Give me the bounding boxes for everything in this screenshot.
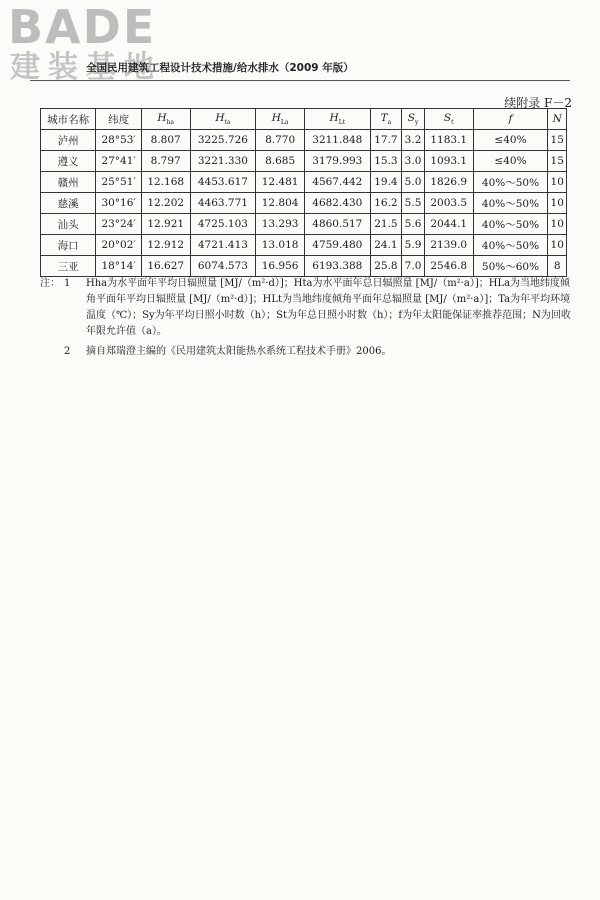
cell-hla: 12.481 bbox=[256, 172, 305, 193]
cell-hla: 16.956 bbox=[256, 256, 305, 277]
cell-city: 三亚 bbox=[41, 256, 96, 277]
cell-hha: 8.807 bbox=[141, 130, 190, 151]
cell-n: 10 bbox=[548, 172, 567, 193]
table-row bbox=[41, 235, 567, 256]
col-header-city: 城市名称 bbox=[41, 109, 96, 130]
cell-hlt: 4860.517 bbox=[304, 214, 370, 235]
table-row bbox=[41, 193, 567, 214]
cell-st: 1093.1 bbox=[424, 151, 473, 172]
cell-n: 15 bbox=[548, 151, 567, 172]
cell-ta: 19.4 bbox=[370, 172, 401, 193]
col-header-hta: $H_{ta}$ bbox=[190, 109, 256, 130]
cell-hta: 3221.330 bbox=[190, 151, 256, 172]
cell-n: 10 bbox=[548, 235, 567, 256]
cell-lat: 25°51′ bbox=[96, 172, 142, 193]
cell-lat: 18°14′ bbox=[96, 256, 142, 277]
publisher-logo bbox=[8, 2, 248, 90]
table-row bbox=[41, 256, 567, 277]
note-item bbox=[40, 276, 572, 340]
cell-f: 40%～50% bbox=[473, 172, 548, 193]
cell-f: 40%～50% bbox=[473, 235, 548, 256]
logo-wordmark: BADE bbox=[8, 0, 157, 54]
cell-f: ≤40% bbox=[473, 151, 548, 172]
cell-city: 汕头 bbox=[41, 214, 96, 235]
cell-hha: 12.912 bbox=[141, 235, 190, 256]
cell-hha: 12.168 bbox=[141, 172, 190, 193]
cell-hlt: 4567.442 bbox=[304, 172, 370, 193]
cell-ta: 25.8 bbox=[370, 256, 401, 277]
cell-hla: 13.293 bbox=[256, 214, 305, 235]
cell-lat: 30°16′ bbox=[96, 193, 142, 214]
cell-st: 1183.1 bbox=[424, 130, 473, 151]
cell-sy: 7.0 bbox=[402, 256, 425, 277]
cell-sy: 5.6 bbox=[402, 214, 425, 235]
logo-chinese-wordmark: 建装基地 bbox=[10, 50, 162, 85]
cell-ta: 17.7 bbox=[370, 130, 401, 151]
col-header-ta: $T_a$ bbox=[370, 109, 401, 130]
cell-n: 8 bbox=[548, 256, 567, 277]
cell-hta: 3225.726 bbox=[190, 130, 256, 151]
cell-st: 2044.1 bbox=[424, 214, 473, 235]
table-row bbox=[41, 214, 567, 235]
cell-ta: 21.5 bbox=[370, 214, 401, 235]
cell-n: 15 bbox=[548, 130, 567, 151]
table-notes bbox=[40, 276, 572, 364]
table-header-row bbox=[41, 109, 567, 130]
col-header-f: f bbox=[473, 109, 548, 130]
cell-hlt: 3179.993 bbox=[304, 151, 370, 172]
note-number: 1 bbox=[64, 278, 71, 289]
cell-hta: 4725.103 bbox=[190, 214, 256, 235]
cell-st: 2546.8 bbox=[424, 256, 473, 277]
cell-hha: 8.797 bbox=[141, 151, 190, 172]
cell-f: 40%～50% bbox=[473, 214, 548, 235]
cell-city: 赣州 bbox=[41, 172, 96, 193]
cell-hta: 4721.413 bbox=[190, 235, 256, 256]
table-body bbox=[41, 130, 567, 277]
col-header-hha: $H_{ha}$ bbox=[141, 109, 190, 130]
cell-n: 10 bbox=[548, 214, 567, 235]
running-header-title: 全国民用建筑工程设计技术措施/给水排水（2009 年版） bbox=[86, 62, 354, 74]
cell-sy: 3.0 bbox=[402, 151, 425, 172]
cell-st: 2139.0 bbox=[424, 235, 473, 256]
cell-city: 泸州 bbox=[41, 130, 96, 151]
cell-f: ≤40% bbox=[473, 130, 548, 151]
table-row bbox=[41, 172, 567, 193]
note-number: 2 bbox=[64, 346, 71, 357]
cell-hta: 6074.573 bbox=[190, 256, 256, 277]
cell-hlt: 4682.430 bbox=[304, 193, 370, 214]
note-text: Hha为水平面年平均日辐照量 [MJ/（m²·d）]；Hta为水平面年总日辐照量 [MJ/（m²·a）]；HLa为当地纬度倾角平面年平均日辐照量 [MJ/（m²·d）]；HLt为当地纬度倾角平面年总辐照量 [MJ/（m²·a）]；Ta为年平均环境温度（℃）；Sy为年平均日照小时数（h）；St为年总日照小时数（h）；f为年太阳能保证率推荐范围；N为回收年限允许值（a）。 bbox=[86, 278, 571, 337]
cell-lat: 20°02′ bbox=[96, 235, 142, 256]
col-header-latitude: 纬度 bbox=[96, 109, 142, 130]
solar-data-table bbox=[40, 108, 567, 277]
cell-hla: 8.685 bbox=[256, 151, 305, 172]
cell-sy: 3.2 bbox=[402, 130, 425, 151]
cell-lat: 27°41′ bbox=[96, 151, 142, 172]
cell-hla: 13.018 bbox=[256, 235, 305, 256]
cell-hta: 4453.617 bbox=[190, 172, 256, 193]
cell-city: 慈溪 bbox=[41, 193, 96, 214]
cell-hla: 8.770 bbox=[256, 130, 305, 151]
note-item bbox=[62, 344, 572, 360]
cell-f: 50%～60% bbox=[473, 256, 548, 277]
table-row bbox=[41, 151, 567, 172]
cell-hlt: 3211.848 bbox=[304, 130, 370, 151]
cell-hla: 12.804 bbox=[256, 193, 305, 214]
table-row bbox=[41, 130, 567, 151]
table-continuation-label: 续附录 F－2 bbox=[504, 96, 572, 110]
cell-hha: 12.202 bbox=[141, 193, 190, 214]
cell-city: 遵义 bbox=[41, 151, 96, 172]
note-text: 摘自郑瑞澄主编的《民用建筑太阳能热水系统工程技术手册》2006。 bbox=[86, 346, 392, 357]
cell-hha: 12.921 bbox=[141, 214, 190, 235]
cell-lat: 28°53′ bbox=[96, 130, 142, 151]
cell-lat: 23°24′ bbox=[96, 214, 142, 235]
cell-sy: 5.9 bbox=[402, 235, 425, 256]
col-header-st: $S_t$ bbox=[424, 109, 473, 130]
cell-hta: 4463.771 bbox=[190, 193, 256, 214]
cell-hlt: 6193.388 bbox=[304, 256, 370, 277]
cell-n: 10 bbox=[548, 193, 567, 214]
cell-st: 1826.9 bbox=[424, 172, 473, 193]
cell-ta: 24.1 bbox=[370, 235, 401, 256]
cell-hha: 16.627 bbox=[141, 256, 190, 277]
col-header-sy: $S_y$ bbox=[402, 109, 425, 130]
cell-sy: 5.5 bbox=[402, 193, 425, 214]
cell-sy: 5.0 bbox=[402, 172, 425, 193]
cell-hlt: 4759.480 bbox=[304, 235, 370, 256]
notes-prefix: 注： bbox=[40, 278, 60, 289]
cell-ta: 16.2 bbox=[370, 193, 401, 214]
col-header-hlt: $H_{Lt}$ bbox=[304, 109, 370, 130]
col-header-hla: $H_{La}$ bbox=[256, 109, 305, 130]
cell-f: 40%～50% bbox=[473, 193, 548, 214]
col-header-n: N bbox=[548, 109, 567, 130]
cell-city: 海口 bbox=[41, 235, 96, 256]
cell-st: 2003.5 bbox=[424, 193, 473, 214]
cell-ta: 15.3 bbox=[370, 151, 401, 172]
header-rule bbox=[30, 80, 570, 81]
